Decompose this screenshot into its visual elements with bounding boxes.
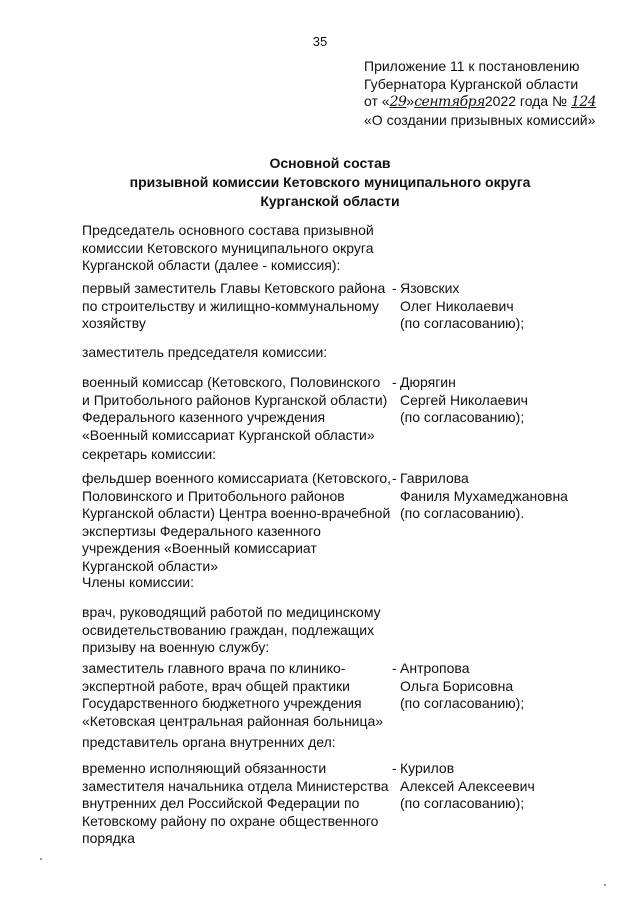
position-line: хозяйству (82, 315, 146, 331)
doc-number: 124 (570, 94, 597, 110)
members-heading: Члены комиссии: (82, 574, 195, 590)
member-position (82, 280, 392, 333)
intro-line-2: комиссии Кетовского муниципального округа (82, 239, 374, 256)
dash: - (392, 374, 397, 390)
title-line-3: Курганской области (260, 193, 400, 209)
position-line: первый заместитель Главы Кетовского района (82, 280, 386, 296)
appendix-line-2: Губернатора Курганской области (364, 75, 579, 92)
appendix-line-3 (364, 93, 636, 112)
dash: - (392, 280, 397, 296)
appendix-header (364, 58, 636, 129)
position-line: фельдшер военного комиссариата (Кетовского, (82, 470, 392, 486)
member-person (400, 760, 630, 813)
person-note: (по согласованию). (400, 505, 525, 521)
police-heading: представитель органа внутренних дел: (82, 734, 336, 750)
person-name: Алексей Алексеевич (400, 777, 535, 794)
date-month: сентября (414, 94, 485, 110)
position-line: временно исполняющий обязанности (82, 760, 327, 776)
position-line: по строительству и жилищно-коммунальному (82, 297, 379, 314)
dash: - (392, 470, 397, 486)
title-line-1: Основной состав (269, 155, 391, 171)
position-line: «Военный комиссариат Курганской области» (82, 426, 375, 443)
person-name: Ольга Борисовна (400, 677, 514, 694)
dash: - (392, 760, 397, 776)
intro-line-1: Председатель основного состава призывной (82, 222, 374, 238)
doctor-group-heading (82, 604, 622, 657)
person-name: Фаниля Мухамеджановна (400, 487, 568, 504)
person-surname: Дюрягин (400, 374, 456, 390)
person-surname: Антропова (400, 660, 470, 676)
date-prefix: от « (364, 93, 390, 109)
date-day: 29 (389, 94, 407, 110)
position-line: Кетовскому району по охране общественного (82, 812, 379, 829)
member-person (400, 280, 630, 333)
scan-speck (604, 884, 606, 886)
position-line: Курганской области) Центра военно-врачебной (82, 505, 391, 521)
position-line: военный комиссар (Кетовского, Половинского (82, 374, 381, 390)
person-note: (по согласованию); (400, 315, 525, 331)
doctor-line-1: врач, руководящий работой по медицинскому (82, 604, 381, 620)
secretary-heading: секретарь комиссии: (82, 446, 217, 462)
member-person (400, 660, 630, 713)
document-title (110, 154, 550, 211)
member-person (400, 470, 630, 523)
appendix-line-1: Приложение 11 к постановлению (364, 58, 580, 74)
position-line: учреждения «Военный комиссариат (82, 540, 317, 556)
member-position (82, 374, 392, 444)
position-line: «Кетовская центральная районная больница» (82, 712, 384, 729)
intro-line-3: Курганской области (далее - комиссия): (82, 257, 341, 273)
position-line: Половинского и Притобольного районов (82, 487, 345, 504)
chairman-intro (82, 222, 622, 275)
date-year: 2022 года № (484, 93, 568, 109)
member-position (82, 660, 392, 730)
position-line: Государственного бюджетного учреждения (82, 695, 362, 711)
position-line: и Притобольного районов Курганской области) (82, 391, 388, 408)
person-note: (по согласованию); (400, 795, 525, 811)
person-note: (по согласованию); (400, 695, 525, 711)
member-position (82, 470, 392, 575)
title-line-2: призывной комиссии Кетовского муниципального округа (129, 174, 531, 190)
scan-speck (40, 858, 42, 860)
person-note: (по согласованию); (400, 409, 525, 425)
member-position (82, 760, 392, 848)
date-sep: » (406, 93, 415, 109)
page-number: 35 (312, 34, 328, 49)
person-name: Олег Николаевич (400, 297, 514, 314)
person-name: Сергей Николаевич (400, 391, 528, 408)
person-surname: Гаврилова (400, 470, 469, 486)
position-line: порядка (82, 830, 135, 846)
position-line: Курганской области» (82, 557, 219, 574)
doctor-line-3: призыву на военную службу: (82, 639, 270, 655)
position-line: заместителя начальника отдела Министерства (82, 777, 389, 794)
doctor-line-2: освидетельствованию граждан, подлежащих (82, 621, 375, 638)
dash: - (392, 660, 397, 676)
person-surname: Курилов (400, 760, 455, 776)
appendix-line-4: «О создании призывных комиссий» (364, 111, 596, 128)
position-line: внутренних дел Российской Федерации по (82, 795, 360, 811)
position-line: экспертной работе, врач общей практики (82, 677, 350, 694)
deputy-heading: заместитель председателя комиссии: (82, 344, 328, 360)
position-line: экспертизы Федерального казенного (82, 522, 321, 539)
person-surname: Язовских (400, 280, 460, 296)
position-line: заместитель главного врача по клинико- (82, 660, 346, 676)
member-person (400, 374, 630, 427)
position-line: Федерального казенного учреждения (82, 409, 326, 425)
